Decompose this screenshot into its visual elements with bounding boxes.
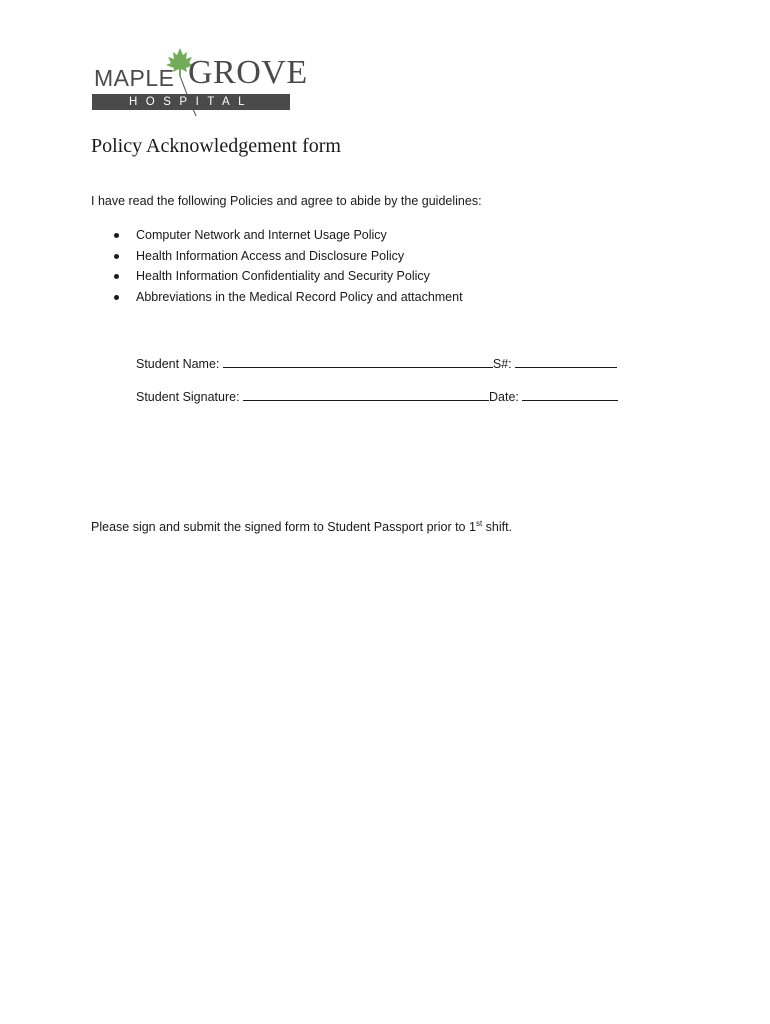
bullet-icon (114, 254, 119, 259)
signature-row (136, 388, 618, 404)
signature-label: Student Signature: (136, 390, 240, 404)
policy-label: Health Information Confidentiality and Security Policy (136, 269, 430, 284)
instructions-end: shift. (482, 520, 513, 534)
policy-list (110, 227, 463, 310)
student-name-label: Student Name: (136, 357, 220, 371)
date-label: Date: (489, 390, 519, 404)
policy-item (110, 227, 463, 248)
logo-word-grove: GROVE (188, 54, 308, 91)
instructions-text: Please sign and submit the signed form to Student Passport prior to 1 (91, 520, 476, 534)
intro-text: I have read the following Policies and agree to abide by the guidelines: (91, 194, 482, 208)
policy-label: Health Information Access and Disclosure Policy (136, 248, 405, 263)
s-number-field[interactable] (515, 355, 617, 368)
policy-item (110, 248, 463, 269)
date-field[interactable] (522, 388, 618, 401)
submission-instructions (91, 519, 512, 534)
bullet-icon (114, 295, 119, 300)
bullet-icon (114, 233, 119, 238)
ordinal-suffix: st (475, 519, 483, 528)
policy-label: Abbreviations in the Medical Record Policy and attachment (136, 290, 463, 305)
student-name-field[interactable] (223, 355, 493, 368)
policy-label: Computer Network and Internet Usage Policy (136, 228, 387, 242)
policy-item (110, 268, 463, 289)
logo-hospital-bar: HOSPITAL (92, 94, 290, 110)
maple-grove-logo (92, 46, 308, 120)
bullet-icon (114, 274, 119, 279)
page-title: Policy Acknowledgement form (91, 135, 341, 157)
policy-item (110, 289, 463, 310)
signature-field[interactable] (243, 388, 489, 401)
s-number-label: S#: (492, 357, 512, 371)
logo-word-maple: MAPLE (94, 65, 175, 91)
student-name-row (136, 355, 617, 371)
